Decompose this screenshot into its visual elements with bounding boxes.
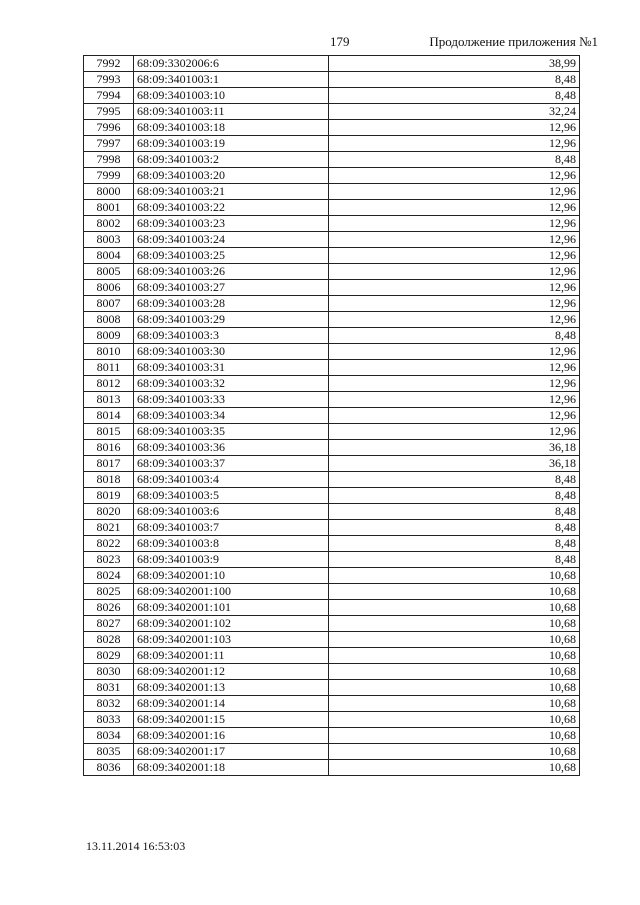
table-row <box>84 648 580 664</box>
row-value: 12,96 <box>329 360 580 376</box>
cadastral-number: 68:09:3401003:2 <box>134 152 329 168</box>
cadastral-number: 68:09:3401003:31 <box>134 360 329 376</box>
cadastral-number: 68:09:3401003:7 <box>134 520 329 536</box>
row-number: 7994 <box>84 88 134 104</box>
row-number: 8011 <box>84 360 134 376</box>
table-row <box>84 88 580 104</box>
cadastral-number: 68:09:3401003:21 <box>134 184 329 200</box>
table-row <box>84 328 580 344</box>
row-number: 7993 <box>84 72 134 88</box>
row-number: 8025 <box>84 584 134 600</box>
row-value: 8,48 <box>329 328 580 344</box>
table-row <box>84 440 580 456</box>
row-number: 8028 <box>84 632 134 648</box>
row-value: 12,96 <box>329 120 580 136</box>
row-number: 8024 <box>84 568 134 584</box>
row-number: 7999 <box>84 168 134 184</box>
cadastral-number: 68:09:3402001:103 <box>134 632 329 648</box>
row-number: 8036 <box>84 760 134 776</box>
table-row <box>84 72 580 88</box>
row-number: 8021 <box>84 520 134 536</box>
appendix-title: Продолжение приложения №1 <box>429 34 598 49</box>
table-row <box>84 600 580 616</box>
cadastral-number: 68:09:3402001:100 <box>134 584 329 600</box>
row-value: 12,96 <box>329 280 580 296</box>
cadastral-number: 68:09:3302006:6 <box>134 56 329 72</box>
row-number: 8009 <box>84 328 134 344</box>
row-number: 8035 <box>84 744 134 760</box>
cadastral-number: 68:09:3402001:13 <box>134 680 329 696</box>
table-row <box>84 584 580 600</box>
cadastral-number: 68:09:3401003:9 <box>134 552 329 568</box>
row-value: 8,48 <box>329 488 580 504</box>
row-value: 10,68 <box>329 568 580 584</box>
row-value: 10,68 <box>329 616 580 632</box>
row-value: 12,96 <box>329 264 580 280</box>
table-row <box>84 248 580 264</box>
row-value: 12,96 <box>329 296 580 312</box>
cadastral-number: 68:09:3401003:29 <box>134 312 329 328</box>
row-number: 8030 <box>84 664 134 680</box>
table-row <box>84 712 580 728</box>
table-row <box>84 360 580 376</box>
row-value: 36,18 <box>329 456 580 472</box>
row-number: 8012 <box>84 376 134 392</box>
table-row <box>84 136 580 152</box>
cadastral-number: 68:09:3402001:14 <box>134 696 329 712</box>
row-value: 10,68 <box>329 744 580 760</box>
row-number: 8010 <box>84 344 134 360</box>
table-row <box>84 760 580 776</box>
row-value: 12,96 <box>329 408 580 424</box>
row-number: 8029 <box>84 648 134 664</box>
cadastral-number: 68:09:3401003:5 <box>134 488 329 504</box>
table-row <box>84 152 580 168</box>
cadastral-number: 68:09:3401003:18 <box>134 120 329 136</box>
table-row <box>84 664 580 680</box>
row-value: 10,68 <box>329 648 580 664</box>
row-value: 8,48 <box>329 552 580 568</box>
cadastral-number: 68:09:3402001:15 <box>134 712 329 728</box>
row-number: 8031 <box>84 680 134 696</box>
cadastral-number: 68:09:3402001:17 <box>134 744 329 760</box>
cadastral-number: 68:09:3401003:24 <box>134 232 329 248</box>
cadastral-number: 68:09:3401003:10 <box>134 88 329 104</box>
table-row <box>84 56 580 72</box>
cadastral-number: 68:09:3401003:8 <box>134 536 329 552</box>
row-value: 10,68 <box>329 760 580 776</box>
row-value: 32,24 <box>329 104 580 120</box>
table-row <box>84 408 580 424</box>
row-value: 12,96 <box>329 376 580 392</box>
cadastral-number: 68:09:3401003:34 <box>134 408 329 424</box>
row-value: 12,96 <box>329 216 580 232</box>
row-number: 8016 <box>84 440 134 456</box>
cadastral-number: 68:09:3401003:19 <box>134 136 329 152</box>
row-number: 8022 <box>84 536 134 552</box>
row-number: 8013 <box>84 392 134 408</box>
row-value: 10,68 <box>329 728 580 744</box>
cadastral-number: 68:09:3401003:26 <box>134 264 329 280</box>
row-number: 8014 <box>84 408 134 424</box>
row-number: 8020 <box>84 504 134 520</box>
table-row <box>84 424 580 440</box>
row-value: 36,18 <box>329 440 580 456</box>
row-value: 12,96 <box>329 200 580 216</box>
row-value: 10,68 <box>329 584 580 600</box>
table-row <box>84 232 580 248</box>
table-row <box>84 344 580 360</box>
row-value: 8,48 <box>329 72 580 88</box>
row-value: 10,68 <box>329 632 580 648</box>
row-number: 7997 <box>84 136 134 152</box>
table-row <box>84 696 580 712</box>
table-row <box>84 536 580 552</box>
row-value: 8,48 <box>329 504 580 520</box>
table-row <box>84 472 580 488</box>
print-timestamp: 13.11.2014 16:53:03 <box>86 839 186 853</box>
row-number: 8003 <box>84 232 134 248</box>
table-row <box>84 744 580 760</box>
row-value: 12,96 <box>329 184 580 200</box>
row-value: 12,96 <box>329 424 580 440</box>
row-value: 12,96 <box>329 232 580 248</box>
row-value: 12,96 <box>329 312 580 328</box>
cadastral-number: 68:09:3401003:27 <box>134 280 329 296</box>
registry-table-body <box>84 56 580 776</box>
row-number: 8019 <box>84 488 134 504</box>
row-value: 8,48 <box>329 520 580 536</box>
table-row <box>84 216 580 232</box>
row-number: 8027 <box>84 616 134 632</box>
cadastral-number: 68:09:3401003:20 <box>134 168 329 184</box>
row-number: 8017 <box>84 456 134 472</box>
row-number: 8015 <box>84 424 134 440</box>
row-value: 8,48 <box>329 152 580 168</box>
table-row <box>84 392 580 408</box>
cadastral-number: 68:09:3401003:22 <box>134 200 329 216</box>
cadastral-number: 68:09:3402001:10 <box>134 568 329 584</box>
row-number: 7998 <box>84 152 134 168</box>
row-number: 8023 <box>84 552 134 568</box>
row-value: 38,99 <box>329 56 580 72</box>
row-number: 8008 <box>84 312 134 328</box>
row-number: 8007 <box>84 296 134 312</box>
row-number: 7992 <box>84 56 134 72</box>
cadastral-number: 68:09:3401003:11 <box>134 104 329 120</box>
row-value: 8,48 <box>329 472 580 488</box>
cadastral-number: 68:09:3401003:1 <box>134 72 329 88</box>
cadastral-number: 68:09:3401003:37 <box>134 456 329 472</box>
row-number: 8000 <box>84 184 134 200</box>
row-number: 8001 <box>84 200 134 216</box>
row-number: 8002 <box>84 216 134 232</box>
cadastral-number: 68:09:3401003:6 <box>134 504 329 520</box>
row-value: 12,96 <box>329 344 580 360</box>
row-value: 8,48 <box>329 536 580 552</box>
cadastral-number: 68:09:3402001:11 <box>134 648 329 664</box>
table-row <box>84 376 580 392</box>
cadastral-number: 68:09:3401003:23 <box>134 216 329 232</box>
table-row <box>84 120 580 136</box>
row-number: 8006 <box>84 280 134 296</box>
registry-table <box>83 55 580 776</box>
table-row <box>84 312 580 328</box>
cadastral-number: 68:09:3401003:35 <box>134 424 329 440</box>
table-row <box>84 552 580 568</box>
table-row <box>84 568 580 584</box>
cadastral-number: 68:09:3401003:32 <box>134 376 329 392</box>
row-number: 7995 <box>84 104 134 120</box>
table-row <box>84 504 580 520</box>
row-number: 8005 <box>84 264 134 280</box>
row-value: 12,96 <box>329 248 580 264</box>
cadastral-number: 68:09:3401003:33 <box>134 392 329 408</box>
cadastral-number: 68:09:3402001:102 <box>134 616 329 632</box>
row-value: 10,68 <box>329 600 580 616</box>
table-row <box>84 728 580 744</box>
row-value: 10,68 <box>329 664 580 680</box>
row-number: 8033 <box>84 712 134 728</box>
row-value: 12,96 <box>329 136 580 152</box>
row-value: 10,68 <box>329 696 580 712</box>
cadastral-number: 68:09:3402001:101 <box>134 600 329 616</box>
table-row <box>84 296 580 312</box>
table-row <box>84 520 580 536</box>
row-value: 12,96 <box>329 392 580 408</box>
table-row <box>84 680 580 696</box>
row-value: 12,96 <box>329 168 580 184</box>
cadastral-number: 68:09:3401003:36 <box>134 440 329 456</box>
table-row <box>84 280 580 296</box>
row-number: 8034 <box>84 728 134 744</box>
table-row <box>84 200 580 216</box>
row-number: 8026 <box>84 600 134 616</box>
row-number: 8004 <box>84 248 134 264</box>
table-row <box>84 168 580 184</box>
table-row <box>84 456 580 472</box>
table-row <box>84 184 580 200</box>
row-value: 8,48 <box>329 88 580 104</box>
cadastral-number: 68:09:3401003:30 <box>134 344 329 360</box>
cadastral-number: 68:09:3402001:16 <box>134 728 329 744</box>
table-row <box>84 488 580 504</box>
table-row <box>84 264 580 280</box>
row-value: 10,68 <box>329 680 580 696</box>
cadastral-number: 68:09:3402001:12 <box>134 664 329 680</box>
cadastral-number: 68:09:3401003:25 <box>134 248 329 264</box>
cadastral-number: 68:09:3402001:18 <box>134 760 329 776</box>
row-value: 10,68 <box>329 712 580 728</box>
cadastral-number: 68:09:3401003:28 <box>134 296 329 312</box>
table-row <box>84 616 580 632</box>
table-row <box>84 632 580 648</box>
table-row <box>84 104 580 120</box>
page-number: 179 <box>330 34 350 49</box>
row-number: 8032 <box>84 696 134 712</box>
row-number: 8018 <box>84 472 134 488</box>
cadastral-number: 68:09:3401003:3 <box>134 328 329 344</box>
cadastral-number: 68:09:3401003:4 <box>134 472 329 488</box>
row-number: 7996 <box>84 120 134 136</box>
